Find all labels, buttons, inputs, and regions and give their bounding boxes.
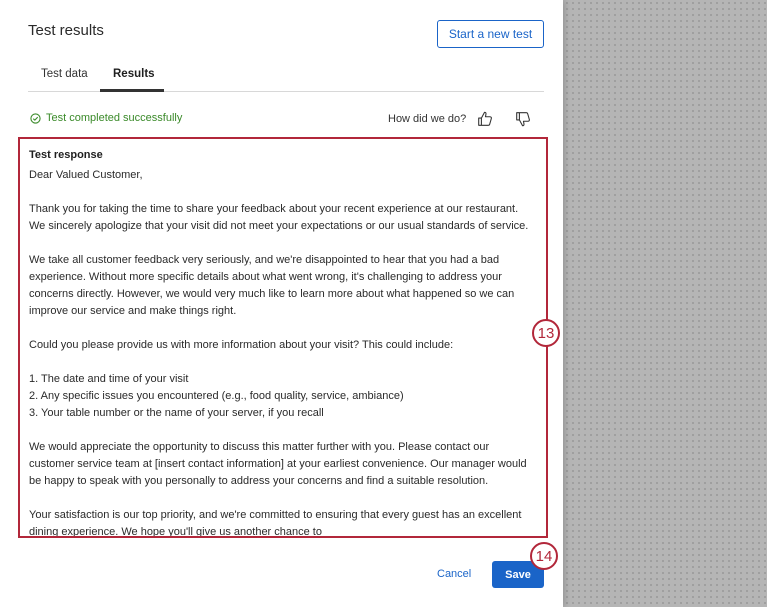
response-paragraph: Your satisfaction is our top priority, and we're committed to ensuring that every guest has an excellent dining experience. We hope you'll give us another chance to bbox=[29, 509, 525, 538]
response-paragraph: Thank you for taking the time to share your feedback about your recent experience at our restaurant. We sincerely apologize that your visit did not meet your expectations or our usual standards of service. bbox=[29, 203, 529, 232]
callout-marker: 13 bbox=[532, 319, 560, 347]
callout-marker: 14 bbox=[530, 542, 558, 570]
cancel-button[interactable]: Cancel bbox=[437, 568, 472, 580]
tab-results[interactable]: Results bbox=[113, 68, 155, 80]
active-tab-indicator bbox=[100, 89, 164, 92]
feedback-text: How did we do? bbox=[388, 113, 467, 125]
thumbs-up-icon[interactable] bbox=[476, 110, 494, 128]
tab-test-data[interactable]: Test data bbox=[41, 68, 88, 80]
test-status bbox=[30, 112, 182, 124]
response-paragraph: We take all customer feedback very seriously, and we're disappointed to hear that you had a bad experience. Without more specific details about what went wrong, it's challenging to address your concerns directly. However, we would very much like to learn more about what happened so we can improve our service and make things right. bbox=[29, 254, 518, 317]
check-circle-icon bbox=[30, 113, 41, 124]
page-title: Test results bbox=[28, 22, 104, 39]
save-button[interactable]: Save bbox=[492, 561, 544, 588]
response-greeting: Dear Valued Customer, bbox=[29, 169, 143, 181]
start-new-test-button[interactable]: Start a new test bbox=[437, 20, 544, 48]
status-text: Test completed successfully bbox=[46, 112, 183, 124]
thumbs-down-icon[interactable] bbox=[514, 110, 532, 128]
response-list: 1. The date and time of your visit 2. Any specific issues you encountered (e.g., food quality, service, ambiance) 3. Your table number or the name of your server, if you recall bbox=[29, 373, 404, 419]
response-paragraph: We would appreciate the opportunity to discuss this matter further with you. Please contact our customer service team at [insert contact information] at your earliest convenience. Our manager would be happy to speak with you personally to address your concerns and find a suitable resolution. bbox=[29, 441, 530, 487]
test-response-box[interactable] bbox=[18, 137, 548, 538]
tab-bar bbox=[28, 60, 544, 92]
response-paragraph: Could you please provide us with more information about your visit? This could include: bbox=[29, 339, 454, 351]
response-title: Test response bbox=[29, 149, 103, 161]
feedback-prompt bbox=[388, 110, 532, 128]
